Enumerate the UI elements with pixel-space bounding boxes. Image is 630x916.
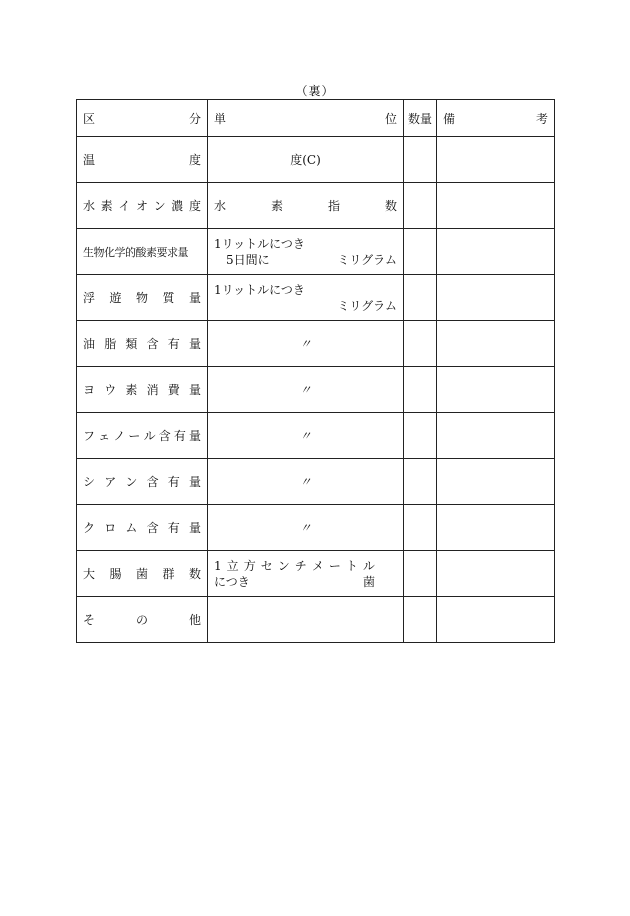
category-char: 量: [188, 521, 201, 535]
header-category-char: 分: [188, 111, 201, 126]
unit-line1-char: チ: [294, 558, 307, 573]
category-char: そ: [83, 613, 96, 627]
category-char: オ: [135, 199, 148, 213]
category-char: 濃: [171, 199, 184, 213]
remarks-field[interactable]: [437, 459, 555, 505]
remarks-field[interactable]: [437, 229, 555, 275]
unit-char: 数: [384, 199, 397, 213]
category-char: 含: [158, 429, 171, 443]
category-char: 消: [146, 383, 159, 397]
unit-line1: 1リットルにつき: [214, 236, 305, 251]
category-char: シ: [83, 475, 96, 489]
unit-line1-char: 方: [243, 558, 256, 573]
header-unit-char: 位: [384, 111, 397, 126]
unit-cell: [208, 321, 404, 367]
table-row: [77, 367, 555, 413]
unit-cell: [208, 505, 404, 551]
category-char: 有: [167, 521, 180, 535]
category-char: ン: [125, 475, 138, 489]
table-row: [77, 137, 555, 183]
unit-line1-char: セ: [260, 558, 273, 573]
quantity-field[interactable]: [404, 413, 437, 459]
category-char: 有: [167, 337, 180, 351]
water-quality-table: [76, 99, 555, 643]
unit-line2-left: 5日間に: [226, 252, 270, 267]
category-char: ク: [83, 521, 96, 535]
category-char: 群: [162, 567, 175, 581]
category-char: 含: [146, 521, 159, 535]
remarks-field[interactable]: [437, 183, 555, 229]
category-char: 質: [162, 291, 175, 305]
table-row: [77, 459, 555, 505]
category-cell: [77, 551, 208, 597]
unit-line1-char: 立: [226, 558, 239, 573]
category-char: 量: [188, 383, 201, 397]
header-unit-char: 単: [214, 111, 227, 126]
remarks-field[interactable]: [437, 137, 555, 183]
category-cell: [77, 413, 208, 459]
category-char: ー: [128, 429, 141, 443]
category-char: ア: [104, 475, 117, 489]
unit-cell: [208, 413, 404, 459]
category-cell: [77, 137, 208, 183]
category-char: 菌: [135, 567, 148, 581]
category-char: 量: [188, 291, 201, 305]
category-char: 温: [83, 153, 96, 167]
category-label: 生物化学的酸素要求量: [83, 245, 188, 259]
header-quantity-label: 数量: [407, 111, 432, 126]
header-remarks-char: 備: [443, 111, 456, 126]
category-char: ヨ: [83, 383, 96, 397]
quantity-field[interactable]: [404, 137, 437, 183]
unit-cell: [208, 459, 404, 505]
unit-line1-char: メ: [311, 558, 324, 573]
category-char: 有: [173, 429, 186, 443]
category-char: 度: [188, 153, 201, 167]
unit-line1-char: 1: [214, 558, 222, 573]
category-char: 油: [83, 337, 96, 351]
category-char: 脂: [104, 337, 117, 351]
table-row: [77, 597, 555, 643]
table-row: [77, 183, 555, 229]
unit-line1-char: ー: [328, 558, 341, 573]
category-char: 水: [83, 199, 96, 213]
unit-line2-right: ミリグラム: [337, 252, 397, 267]
table-row: [77, 505, 555, 551]
unit-label: 度(C): [290, 153, 321, 167]
category-char: 素: [125, 383, 138, 397]
category-char: 浮: [83, 291, 96, 305]
remarks-field[interactable]: [437, 367, 555, 413]
ditto-mark: 〃: [299, 429, 312, 443]
remarks-field[interactable]: [437, 505, 555, 551]
quantity-field[interactable]: [404, 505, 437, 551]
quantity-field[interactable]: [404, 275, 437, 321]
unit-line2-right: 菌: [362, 574, 375, 589]
unit-cell: [208, 137, 404, 183]
category-char: 有: [167, 475, 180, 489]
unit-line1-char: ト: [345, 558, 358, 573]
quantity-field[interactable]: [404, 183, 437, 229]
category-char: ェ: [98, 429, 111, 443]
quantity-field[interactable]: [404, 367, 437, 413]
header-remarks-char: 考: [535, 111, 548, 126]
category-cell: [77, 367, 208, 413]
header-category: [77, 100, 208, 137]
unit-cell: [208, 183, 404, 229]
ditto-mark: 〃: [299, 383, 312, 397]
header-remarks: [437, 100, 555, 137]
ditto-mark: 〃: [299, 475, 312, 489]
category-cell: [77, 275, 208, 321]
category-char: 含: [146, 475, 159, 489]
unit-line2-left: につき: [214, 574, 250, 589]
category-char: フ: [83, 429, 96, 443]
category-char: 度: [188, 199, 201, 213]
category-char: ル: [143, 429, 156, 443]
unit-cell: [208, 275, 404, 321]
quantity-field[interactable]: [404, 229, 437, 275]
category-char: 他: [188, 613, 201, 627]
table-row: [77, 413, 555, 459]
header-quantity: [404, 100, 437, 137]
header-category-char: 区: [83, 111, 96, 126]
category-cell: [77, 229, 208, 275]
table-row: [77, 275, 555, 321]
category-char: 大: [83, 567, 96, 581]
remarks-field[interactable]: [437, 321, 555, 367]
quantity-field[interactable]: [404, 597, 437, 643]
quantity-field[interactable]: [404, 321, 437, 367]
category-char: 費: [167, 383, 180, 397]
remarks-field[interactable]: [437, 413, 555, 459]
category-char: 量: [188, 429, 201, 443]
ditto-mark: 〃: [299, 521, 312, 535]
category-cell: [77, 597, 208, 643]
unit-char: 指: [327, 199, 340, 213]
table-row: [77, 551, 555, 597]
unit-cell: [208, 597, 404, 643]
quantity-field[interactable]: [404, 551, 437, 597]
category-char: 物: [135, 291, 148, 305]
category-char: ロ: [104, 521, 117, 535]
category-char: 数: [188, 567, 201, 581]
category-char: 含: [146, 337, 159, 351]
remarks-field[interactable]: [437, 551, 555, 597]
unit-char: 水: [214, 199, 227, 213]
unit-line1-char: ル: [362, 558, 375, 573]
remarks-field[interactable]: [437, 275, 555, 321]
header-unit: [208, 100, 404, 137]
unit-line1: 1リットルにつき: [214, 282, 305, 297]
ditto-mark: 〃: [299, 337, 312, 351]
category-cell: [77, 321, 208, 367]
unit-cell: [208, 367, 404, 413]
category-char: ム: [125, 521, 138, 535]
category-char: 類: [125, 337, 138, 351]
category-char: 量: [188, 475, 201, 489]
category-char: 腸: [109, 567, 122, 581]
category-cell: [77, 459, 208, 505]
category-char: の: [135, 613, 148, 627]
category-cell: [77, 183, 208, 229]
table-header-row: [77, 100, 555, 137]
table-row: [77, 229, 555, 275]
category-char: 素: [100, 199, 113, 213]
page-side-label: （裏）: [295, 84, 335, 98]
unit-cell: [208, 551, 404, 597]
unit-cell: [208, 229, 404, 275]
category-char: 遊: [109, 291, 122, 305]
quantity-field[interactable]: [404, 459, 437, 505]
remarks-field[interactable]: [437, 597, 555, 643]
unit-line1-char: ン: [277, 558, 290, 573]
category-char: 量: [188, 337, 201, 351]
unit-line2-right: ミリグラム: [337, 298, 397, 313]
unit-char: 素: [270, 199, 283, 213]
category-char: イ: [118, 199, 131, 213]
category-cell: [77, 505, 208, 551]
category-char: ウ: [104, 383, 117, 397]
category-char: ン: [153, 199, 166, 213]
category-char: ノ: [113, 429, 126, 443]
table-row: [77, 321, 555, 367]
